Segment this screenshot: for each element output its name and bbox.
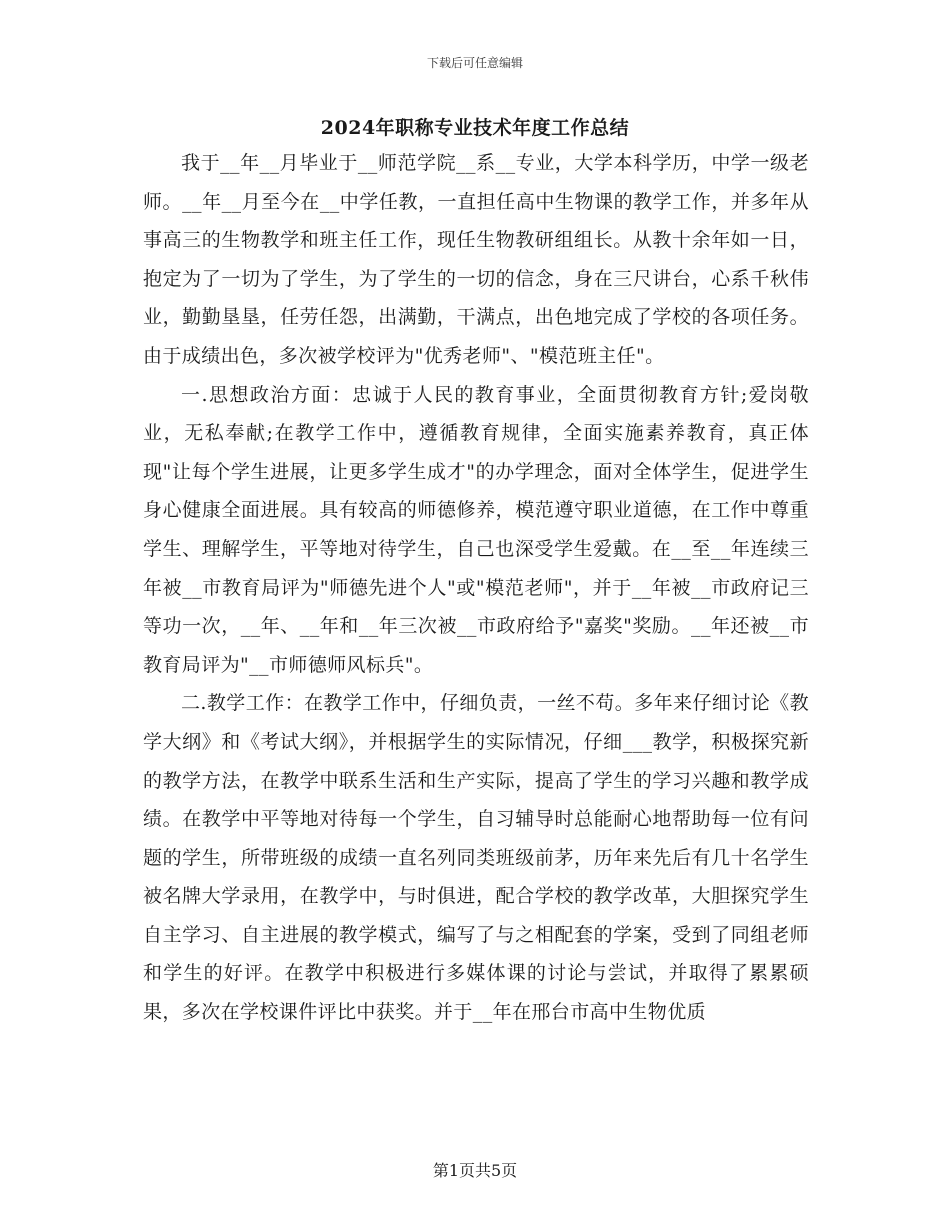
document-body: [143, 144, 809, 1032]
document-title: 2024年职称专业技术年度工作总结: [320, 117, 630, 139]
download-note: 下载后可任意编辑: [426, 56, 523, 70]
paragraph-political: 一.思想政治方面：忠诚于人民的教育事业，全面贯彻教育方针;爱岗敬业，无私奉献;在教学工作中，遵循教育规律，全面实施素养教育，真正体现"让每个学生进展，让更多学生成才"的办学理念，面对全体学生，促进学生身心健康全面进展。具有较高的师德修养，模范遵守职业道德，在工作中尊重学生、理解学生，平等地对待学生，自己也深受学生爱戴。在__至__年连续三年被__市教育局评为"师德先进个人"或"模范老师"，并于__年被__市政府记三等功一次，__年、__年和__年三次被__市政府给予"嘉奖"奖励。__年还被__市教育局评为"__市师德师风标兵"。: [143, 383, 809, 676]
paragraph-teaching: 二.教学工作：在教学工作中，仔细负责，一丝不苟。多年来仔细讨论《教学大纲》和《考试大纲》，并根据学生的实际情况，仔细___教学，积极探究新的教学方法，在教学中联系生活和生产实际，提高了学生的学习兴趣和教学成绩。在教学中平等地对待每一个学生，自习辅导时总能耐心地帮助每一位有问题的学生，所带班级的成绩一直名列同类班级前茅，历年来先后有几十名学生被名牌大学录用，在教学中，与时俱进，配合学校的教学改革，大胆探究学生自主学习、自主进展的教学模式，编写了与之相配套的学案，受到了同组老师和学生的好评。在教学中积极进行多媒体课的讨论与尝试，并取得了累累硕果，多次在学校课件评比中获奖。并于__年在邢台市高中生物优质: [143, 692, 809, 1024]
paragraph-intro: 我于__年__月毕业于__师范学院__系__专业，大学本科学历，中学一级老师。__年__月至今在__中学任教，一直担任高中生物课的教学工作，并多年从事高三的生物教学和班主任工作，现任生物教研组组长。从教十余年如一日，抱定为了一切为了学生，为了学生的一切的信念，身在三尺讲台，心系千秋伟业，勤勤垦垦，任劳任怨，出满勤，干满点，出色地完成了学校的各项任务。由于成绩出色，多次被学校评为"优秀老师"、"模范班主任"。: [143, 152, 809, 367]
page-number: 第1页共5页: [432, 1161, 518, 1180]
